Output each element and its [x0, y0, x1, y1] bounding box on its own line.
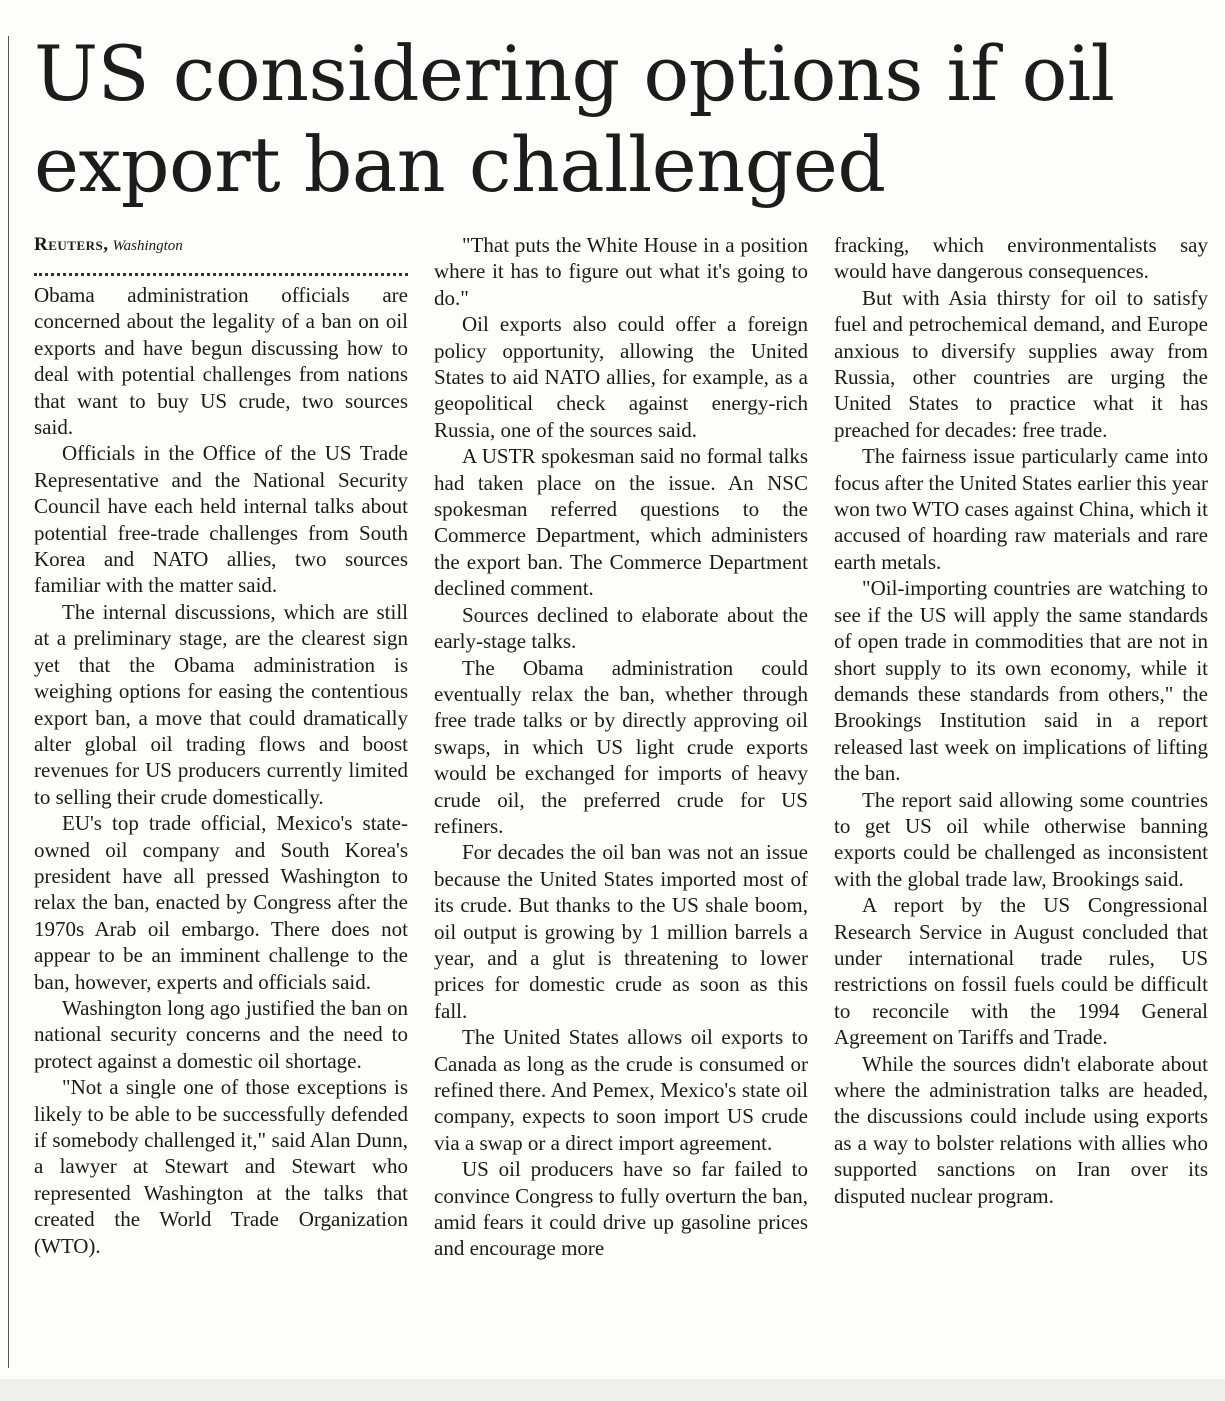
paragraph: EU's top trade official, Mexico's state-owned oil company and South Korea's president have all pressed Washington to relax the ban, enacted by Congress after the 1970s Arab oil embargo. There does not appear to be an imminent challenge to the ban, however, experts and officials said.	[34, 811, 408, 994]
paragraph: "Oil-importing countries are watching to see if the US will apply the same standards of open trade in commodities that are not in short supply to its own economy, while it demands these standards from others," the Brookings Institution said in a report released last week on implications of lifting the ban.	[834, 576, 1208, 786]
column-1	[34, 232, 408, 1372]
byline-dateline: Washington	[112, 238, 183, 254]
paragraph: For decades the oil ban was not an issue because the United States imported most of its crude. But thanks to the US shale boom, oil output is growing by 1 million barrels a year, and a glut is threatening to lower prices for domestic crude as soon as this fall.	[434, 840, 808, 1023]
paragraph: The United States allows oil exports to Canada as long as the crude is consumed or refined there. And Pemex, Mexico's state oil company, expects to soon import US crude via a swap or a direct import agreement.	[434, 1025, 808, 1155]
paragraph: The Obama administration could eventually relax the ban, whether through free trade talks or by directly approving oil swaps, in which US light crude exports would be exchanged for imports of heavy crude oil, the preferred crude for US refiners.	[434, 655, 808, 838]
paragraph: Washington long ago justified the ban on national security concerns and the need to protect against a domestic oil shortage.	[34, 995, 408, 1073]
column-2	[434, 232, 808, 1372]
paragraph: While the sources didn't elaborate about where the administration talks are headed, the discussions could include using exports as a way to bolster relations with allies who supported sanctions on Iran over its disputed nuclear program.	[834, 1051, 1208, 1208]
paragraph: Obama administration officials are concerned about the legality of a ban on oil exports and have begun discussing how to deal with potential challenges from nations that want to buy US crude, two sources said.	[34, 283, 408, 440]
paragraph: Sources declined to elaborate about the early-stage talks.	[434, 602, 808, 654]
paragraph: But with Asia thirsty for oil to satisfy fuel and petrochemical demand, and Europe anxious to diversify supplies away from Russia, other countries are urging the United States to practice what it has preached for decades: free trade.	[834, 285, 1208, 442]
paragraph: fracking, which environmentalists say would have dangerous consequences.	[834, 233, 1208, 284]
article-body	[34, 232, 1209, 1372]
paragraph: "Not a single one of those exceptions is likely to be able to be successfully defended if somebody challenged it," said Alan Dunn, a lawyer at Stewart and Stewart who represented Washington at the talks that created the World Trade Organization (WTO).	[34, 1075, 408, 1258]
column-3	[834, 232, 1208, 1372]
paragraph: "That puts the White House in a position where it has to figure out what it's going to do."	[434, 233, 808, 310]
byline-agency: Reuters,	[34, 234, 109, 255]
paragraph: A USTR spokesman said no formal talks had taken place on the issue. An NSC spokesman referred questions to the Commerce Department, which administers the export ban. The Commerce Department declined comment.	[434, 444, 808, 601]
column-rule	[8, 36, 9, 1368]
paragraph: US oil producers have so far failed to convince Congress to fully overturn the ban, amid fears it could drive up gasoline prices and encourage more	[434, 1157, 808, 1261]
headline: US considering options if oil export ban challenged	[34, 29, 1115, 209]
paragraph: A report by the US Congressional Research Service in August concluded that under international trade rules, US restrictions on fossil fuels could be difficult to reconcile with the 1994 General Agreement on Tariffs and Trade.	[834, 893, 1208, 1050]
page-bottom-band	[0, 1379, 1225, 1401]
dotted-divider	[34, 273, 408, 276]
paragraph: The internal discussions, which are still at a preliminary stage, are the clearest sign yet that the Obama administration is weighing options for easing the contentious export ban, a move that could dramatically alter global oil trading flows and boost revenues for US producers currently limited to selling their crude domestically.	[34, 599, 408, 809]
paragraph: Officials in the Office of the US Trade Representative and the National Security Council have each held internal talks about potential free-trade challenges from South Korea and NATO allies, two sources familiar with the matter said.	[34, 441, 408, 598]
paragraph: Oil exports also could offer a foreign policy opportunity, allowing the United States to aid NATO allies, for example, as a geopolitical check against energy-rich Russia, one of the sources said.	[434, 312, 808, 442]
paragraph: The report said allowing some countries to get US oil while otherwise banning exports could be challenged as inconsistent with the global trade law, Brookings said.	[834, 787, 1208, 891]
byline	[34, 232, 408, 259]
paragraph: The fairness issue particularly came into focus after the United States earlier this year won two WTO cases against China, which it accused of hoarding raw materials and rare earth metals.	[834, 444, 1208, 574]
